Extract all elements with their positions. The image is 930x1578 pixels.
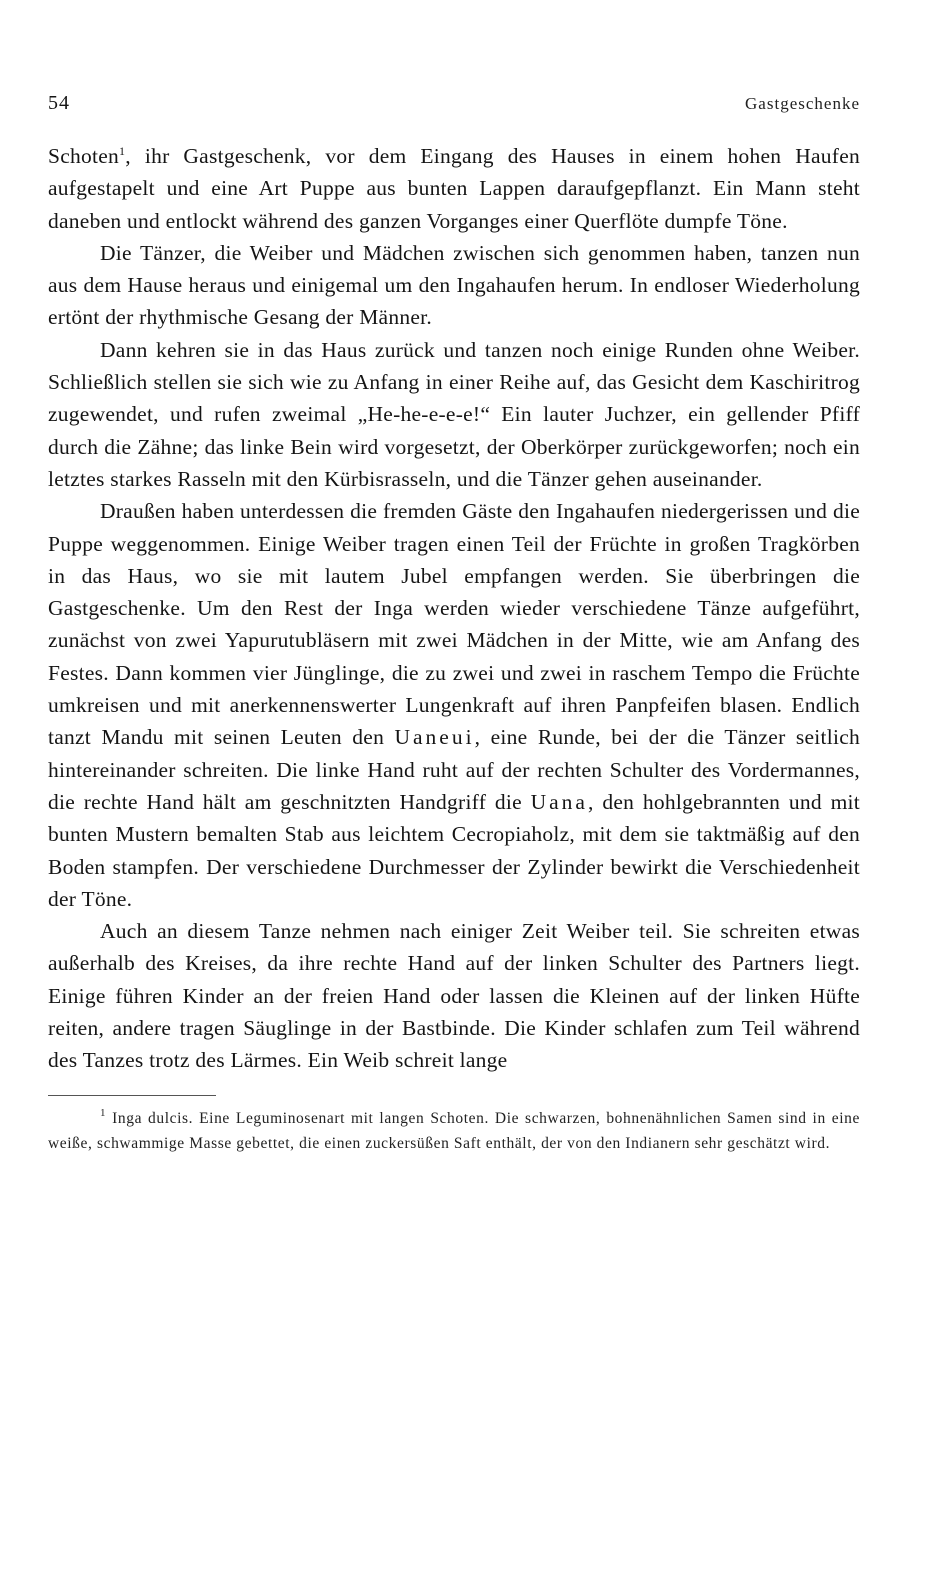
book-page [48, 78, 860, 1156]
paragraph-3: Dann kehren sie in das Haus zurück und tanzen noch einige Runden ohne Weiber. Schließlich stellen sie sich wie zu Anfang in einer Reihe auf, das Gesicht dem Kaschiritrog zugewendet, und rufen zweimal „He-he-e-e-e!“ Ein lauter Juchzer, ein gellender Pfiff durch die Zähne; das linke Bein wird vorgesetzt, der Oberkörper zurückgeworfen; noch ein letztes starkes Rasseln mit den Kürbisrasseln, und die Tänzer gehen auseinander. [48, 337, 860, 491]
paragraph-1-text-start: Schoten [48, 144, 120, 168]
footnote-mark: 1 [100, 1107, 107, 1120]
page-number: 54 [48, 92, 70, 114]
term-uaneui: Uaneui [394, 725, 475, 750]
paragraph-4-text-1: Draußen haben unterdessen die fremden Gäste den Ingahaufen niedergerissen und die Puppe weggenommen. Einige Weiber tragen einen Teil der Früchte in großen Tragkörben in das Haus, wo sie mit lautem Jubel empfangen werden. Sie überbringen die Gastgeschenke. Um den Rest der Inga werden wieder verschiedene Tänze aufgeführt, zunächst von zwei Yapurutubläsern mit zwei Mädchen in der Mitte, wie am Anfang des Festes. Dann kommen vier Jünglinge, die zu zwei und zwei in raschem Tempo die Früchte umkreisen und mit anerkennenswerter Lungenkraft auf ihren Panpfeifen blasen. Endlich tanzt Mandu mit seinen Leuten den [48, 499, 860, 750]
term-uana: Uana [530, 789, 588, 814]
paragraph-4-text-2: , eine Runde, bei der die Tänzer seitlich hintereinander schreiten. Die linke Hand ruht auf der rechten Schulter des Vordermannes, die rechte Hand hält am geschnitzten Handgriff die [48, 725, 860, 814]
running-head: Gastgeschenke [745, 94, 860, 113]
body-text [48, 140, 860, 1077]
footnote-reference: 1 [119, 143, 126, 158]
footnote-text: Inga dulcis. Eine Leguminosenart mit langen Schoten. Die schwarzen, bohnenähnlichen Samen sind in eine weiße, schwammige Masse gebettet, die einen zuckersüßen Saft enthält, der von den Indianern sehr geschätzt wird. [48, 1109, 860, 1152]
paragraph-1-text-end: , ihr Gastgeschenk, vor dem Eingang des Hauses in einem hohen Haufen aufgestapelt und eine Art Puppe aus bunten Lappen daraufgepflanzt. Ein Mann steht daneben und entlockt während des ganzen Vorganges einer Querflöte dumpfe Töne. [48, 144, 860, 233]
paragraph-1 [48, 140, 860, 237]
footnote-divider [48, 1095, 216, 1096]
footnote [48, 1106, 860, 1156]
paragraph-2: Die Tänzer, die Weiber und Mädchen zwischen sich genommen haben, tanzen nun aus dem Hause heraus und einigemal um den Ingahaufen herum. In endloser Wiederholung ertönt der rhythmische Gesang der Männer. [48, 240, 860, 330]
page-header [48, 78, 860, 118]
paragraph-4-text-3: , den hohlgebrannten und mit bunten Mustern bemalten Stab aus leichtem Cecropiaholz, mit dem sie taktmäßig auf den Boden stampfen. Der verschiedene Durchmesser der Zylinder bewirkt die Verschiedenheit der Töne. [48, 789, 860, 911]
paragraph-5: Auch an diesem Tanze nehmen nach einiger Zeit Weiber teil. Sie schreiten etwas außerhalb des Kreises, da ihre rechte Hand auf der linken Schulter des Partners liegt. Einige führen Kinder an der freien Hand oder lassen die Kleinen auf der linken Hüfte reiten, andere tragen Säuglinge in der Bastbinde. Die Kinder schlafen zum Teil während des Tanzes trotz des Lärmes. Ein Weib schreit lange [48, 919, 860, 1073]
paragraph-4 [48, 495, 860, 915]
